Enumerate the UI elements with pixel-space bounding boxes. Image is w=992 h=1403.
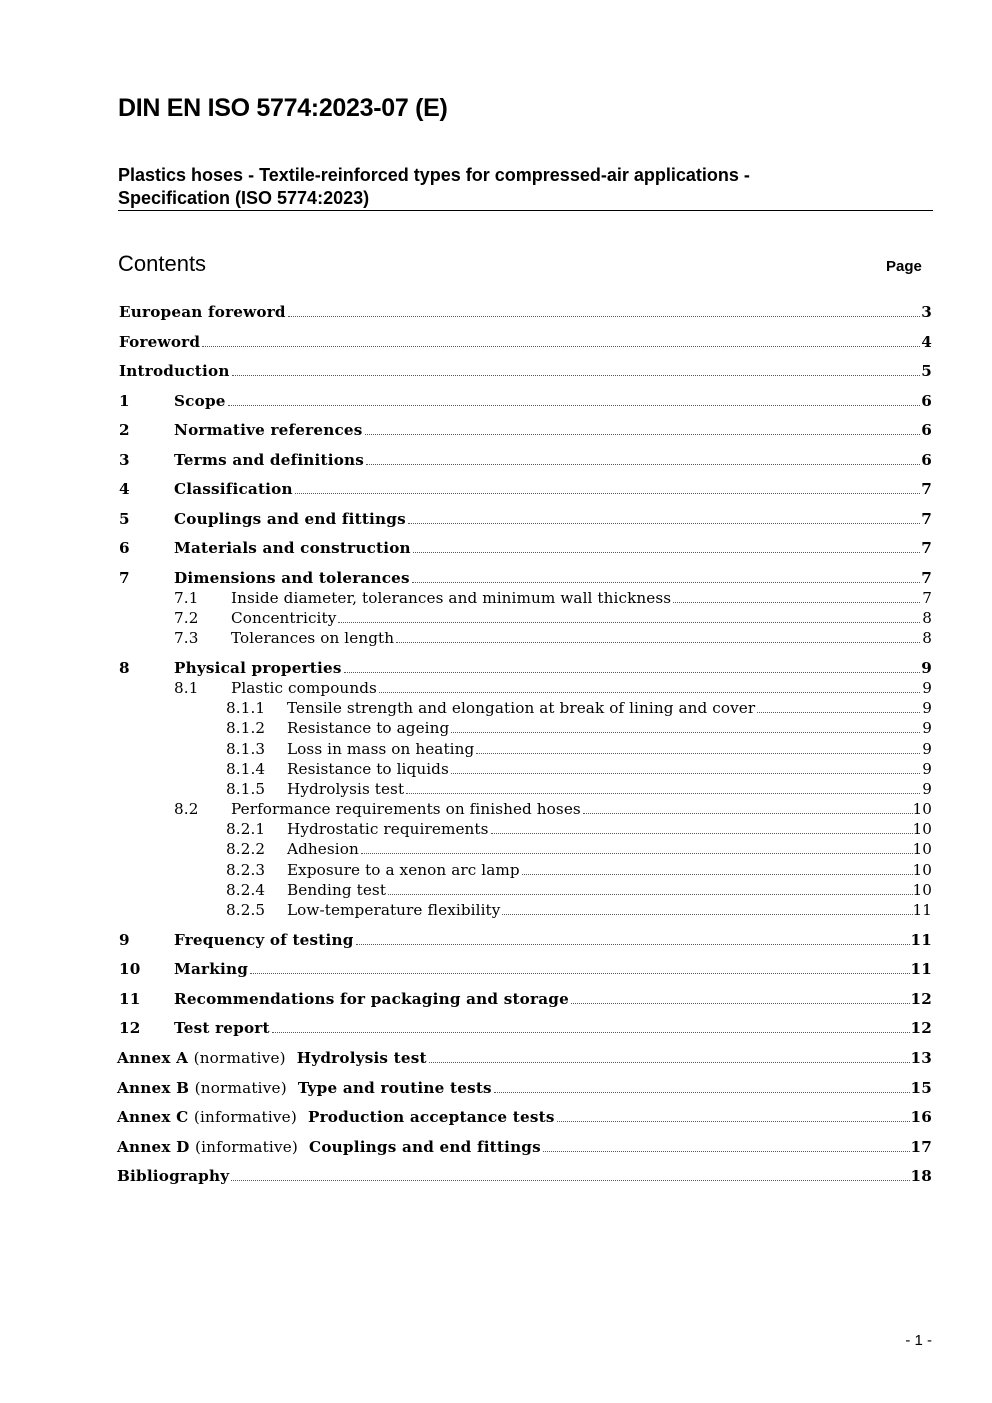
toc-entry-8-1[interactable]: 8.1 Plastic compounds 9 [174, 679, 932, 697]
document-title: DIN EN ISO 5774:2023-07 (E) [118, 94, 448, 122]
toc-entry-annex-c[interactable]: Annex C (informative) Production acceptance tests 16 [117, 1108, 932, 1126]
toc-entry-8-2[interactable]: 8.2 Performance requirements on finished hoses 10 [174, 800, 932, 818]
toc-entry-introduction[interactable]: Introduction 5 [119, 362, 932, 380]
toc-entry-annex-a[interactable]: Annex A (normative) Hydrolysis test 13 [117, 1049, 932, 1067]
toc-entry-4[interactable]: 4 Classification 7 [119, 480, 932, 498]
toc-entry-2[interactable]: 2 Normative references 6 [119, 421, 932, 439]
toc-entry-8-2-5[interactable]: 8.2.5 Low-temperature flexibility 11 [226, 901, 932, 919]
toc-entry-7-3[interactable]: 7.3 Tolerances on length 8 [174, 629, 932, 647]
toc-entry-12[interactable]: 12 Test report 12 [119, 1019, 932, 1037]
toc-entry-9[interactable]: 9 Frequency of testing 11 [119, 931, 932, 949]
toc-entry-7-2[interactable]: 7.2 Concentricity 8 [174, 609, 932, 627]
toc-entry-8-1-1[interactable]: 8.1.1 Tensile strength and elongation at break of lining and cover 9 [226, 699, 932, 717]
contents-heading: Contents [118, 251, 207, 276]
toc-entry-5[interactable]: 5 Couplings and end fittings 7 [119, 510, 932, 528]
toc-entry-8-2-1[interactable]: 8.2.1 Hydrostatic requirements 10 [226, 820, 932, 838]
toc-entry-annex-d[interactable]: Annex D (informative) Couplings and end fittings 17 [117, 1138, 932, 1156]
subtitle-line-1: Plastics hoses - Textile-reinforced types for compressed-air applications - [118, 165, 750, 185]
toc-entry-8-2-3[interactable]: 8.2.3 Exposure to a xenon arc lamp 10 [226, 861, 932, 879]
toc-entry-7[interactable]: 7 Dimensions and tolerances 7 [119, 569, 932, 587]
page-column-heading: Page [886, 258, 922, 275]
toc-entry-8[interactable]: 8 Physical properties 9 [119, 659, 932, 677]
toc-entry-8-2-2[interactable]: 8.2.2 Adhesion 10 [226, 840, 932, 858]
toc-entry-7-1[interactable]: 7.1 Inside diameter, tolerances and minimum wall thickness 7 [174, 589, 932, 607]
title-divider [118, 210, 933, 211]
document-subtitle [118, 164, 933, 210]
toc-entry-10[interactable]: 10 Marking 11 [119, 960, 932, 978]
toc-entry-european-foreword[interactable]: European foreword 3 [119, 303, 932, 321]
toc-entry-annex-b[interactable]: Annex B (normative) Type and routine tests 15 [117, 1079, 932, 1097]
toc-entry-8-1-4[interactable]: 8.1.4 Resistance to liquids 9 [226, 760, 932, 778]
toc-entry-8-1-5[interactable]: 8.1.5 Hydrolysis test 9 [226, 780, 932, 798]
toc-entry-8-1-3[interactable]: 8.1.3 Loss in mass on heating 9 [226, 740, 932, 758]
toc-entry-3[interactable]: 3 Terms and definitions 6 [119, 451, 932, 469]
toc-entry-bibliography[interactable]: Bibliography 18 [117, 1167, 932, 1185]
toc-entry-foreword[interactable]: Foreword 4 [119, 333, 932, 351]
subtitle-line-2: Specification (ISO 5774:2023) [118, 188, 370, 208]
footer-page-number: - 1 - [905, 1332, 932, 1349]
toc-entry-8-2-4[interactable]: 8.2.4 Bending test 10 [226, 881, 932, 899]
toc-entry-8-1-2[interactable]: 8.1.2 Resistance to ageing 9 [226, 719, 932, 737]
toc-entry-11[interactable]: 11 Recommendations for packaging and storage 12 [119, 990, 932, 1008]
toc-entry-1[interactable]: 1 Scope 6 [119, 392, 932, 410]
toc-entry-6[interactable]: 6 Materials and construction 7 [119, 539, 932, 557]
